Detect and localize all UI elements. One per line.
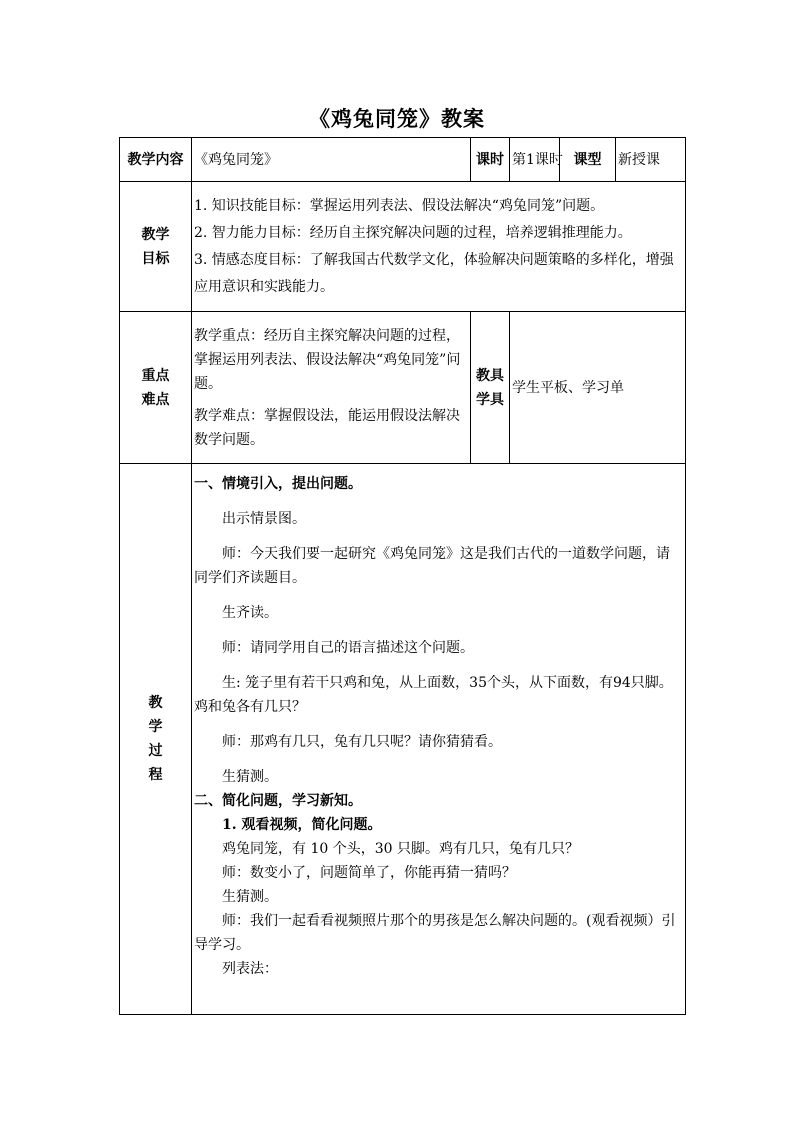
row-process xyxy=(120,464,686,1015)
goal-item: 2. 智力能力目标：经历自主探究解决问题的过程，培养逻辑推理能力。 xyxy=(194,224,632,241)
keypoints-label xyxy=(120,312,192,464)
content-label: 教学内容 xyxy=(120,138,192,182)
goals-label-line1: 教学 xyxy=(141,226,170,243)
process-line: 师：今天我们要一起研究《鸡兔同笼》这是我们古代的一道数学问题，请同学们齐读题目。 xyxy=(194,546,670,586)
process-label xyxy=(120,464,192,1015)
section-heading: 一、情境引入，提出问题。 xyxy=(194,476,362,492)
keypoints-content xyxy=(192,312,471,464)
process-line: 生齐读。 xyxy=(222,605,278,621)
process-line: 鸡兔同笼，有 10 个头，30 只脚。鸡有几只，兔有几只？ xyxy=(222,841,579,857)
process-line: 列表法： xyxy=(222,961,278,977)
process-label-char: 过 xyxy=(148,743,163,759)
process-line: 生猜测。 xyxy=(222,769,278,785)
goal-item: 3. 情感态度目标：了解我国古代数学文化，体验解决问题策略的多样化，增强应用意识和实践能力。 xyxy=(194,251,674,295)
lesson-plan-table xyxy=(119,137,686,1015)
process-line: 师：我们一起看看视频照片那个的男孩是怎么解决问题的。(观看视频）引导学习。 xyxy=(194,913,676,953)
process-label-char: 教 xyxy=(148,695,163,711)
teaching-difficulty: 教学难点：掌握假设法，能运用假设法解决数学问题。 xyxy=(194,407,460,448)
goals-label-line2: 目标 xyxy=(141,250,170,267)
goals-label xyxy=(120,182,192,312)
type-value: 新授课 xyxy=(616,138,686,182)
tools-value: 学生平板、学习单 xyxy=(510,312,686,464)
process-line: 师：数变小了，问题简单了，你能再猜一猜吗？ xyxy=(222,865,516,881)
process-line: 师：请同学用自己的语言描述这个问题。 xyxy=(222,640,474,656)
teaching-focus: 教学重点：经历自主探究解决问题的过程，掌握运用列表法、假设法解决“鸡兔同笼”问题。 xyxy=(194,327,461,392)
tools-label xyxy=(471,312,510,464)
goal-item: 1. 知识技能目标：掌握运用列表法、假设法解决“鸡兔同笼”问题。 xyxy=(194,197,605,214)
keypoints-label-line2: 难点 xyxy=(141,391,170,408)
row-keypoints xyxy=(120,312,686,464)
tools-label-line1: 教具 xyxy=(476,367,504,384)
process-line: 出示情景图。 xyxy=(222,511,306,527)
goals-content xyxy=(192,182,686,312)
process-line: 生: 笼子里有若干只鸡和兔，从上面数，35个头，从下面数，有94只脚。鸡和兔各有几只？ xyxy=(194,675,673,715)
type-label: 课型 xyxy=(560,138,616,182)
period-value: 第1课时 xyxy=(510,138,560,182)
process-label-char: 程 xyxy=(148,767,163,783)
process-line: 生猜测。 xyxy=(222,889,278,905)
keypoints-label-line1: 重点 xyxy=(141,367,170,384)
period-label: 课时 xyxy=(471,138,510,182)
row-goals xyxy=(120,182,686,312)
process-line: 师：那鸡有几只，兔有几只呢？请你猜猜看。 xyxy=(222,734,502,750)
tools-label-line2: 学具 xyxy=(476,391,504,408)
section-heading: 二、简化问题，学习新知。 xyxy=(194,793,362,809)
row-content xyxy=(120,138,686,182)
process-label-char: 学 xyxy=(148,719,163,735)
subsection-heading: 1. 观看视频，简化问题。 xyxy=(222,817,382,833)
process-content xyxy=(192,464,686,1015)
document-title: 《鸡兔同笼》教案 xyxy=(309,106,485,131)
content-value: 《鸡兔同笼》 xyxy=(192,138,471,182)
